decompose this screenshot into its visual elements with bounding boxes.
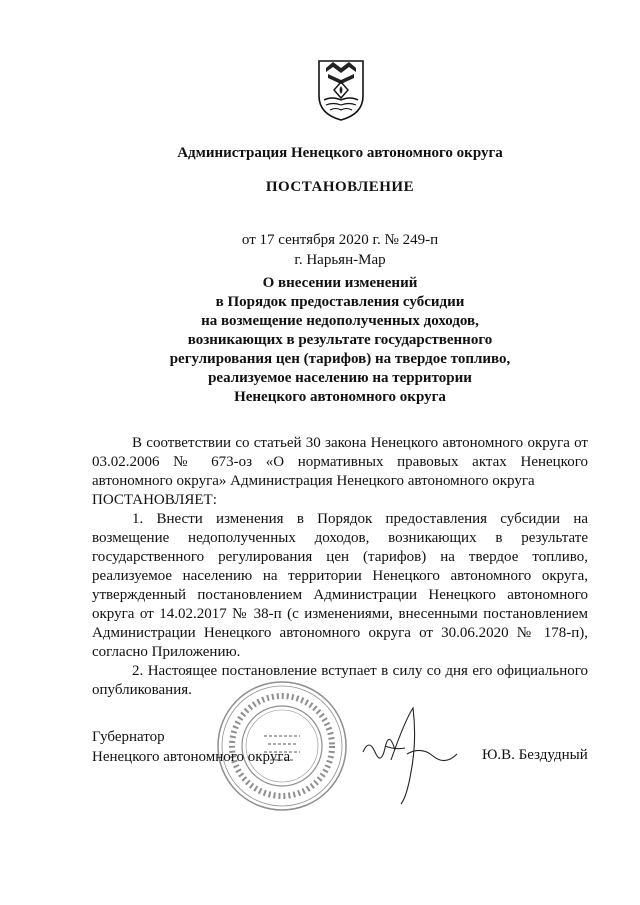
decree-word: ПОСТАНОВЛЯЕТ: [92, 492, 217, 508]
date-number-block [0, 230, 640, 270]
title-line: возникающих в результате государственного [187, 332, 493, 348]
title-line: Ненецкого автономного округа [234, 389, 446, 405]
date-number: от 17 сентября 2020 г. № 249-п [241, 232, 439, 248]
signatory-name: Ю.В. Бездудный [482, 747, 588, 763]
document-type: ПОСТАНОВЛЕНИЕ [265, 179, 415, 195]
title-line: регулирования цен (тарифов) на твердое топливо, [169, 351, 511, 367]
document-title [0, 274, 640, 407]
item-2-paragraph: 2. Настоящее постановление вступает в силу со дня его официального опубликования. [92, 663, 588, 698]
coat-of-arms-icon [316, 58, 366, 122]
position-line: Губернатор [92, 729, 165, 745]
preamble-paragraph: В соответствии со статьей 30 закона Ненецкого автономного округа от 03.02.2006 № 673-оз «О нормативных правовых актах Ненецкого автономного округа» Администрация Ненецкого автономного округа [92, 435, 588, 489]
item-1-paragraph: 1. Внести изменения в Порядок предоставления субсидии на возмещение недополученных доходов, возникающих в результате государственного регулирования цен (тарифов) на твердое топливо, реализуемое населению на территории Ненецкого автономного округа, утвержденный постановлением Администрации Ненецкого автономного округа от 14.02.2017 № 38-п (с изменениями, внесенными постановлением Администрации Ненецкого автономного округа от 30.06.2020 № 178-п), согласно Приложению. [92, 511, 588, 660]
city: г. Нарьян-Мар [294, 252, 386, 268]
title-line: на возмещение недополученных доходов, [201, 313, 479, 329]
handwritten-signature-icon [355, 700, 465, 810]
signatory-position [92, 727, 290, 767]
title-line: О внесении изменений [262, 275, 418, 291]
title-line: реализуемое населению на территории [208, 370, 472, 386]
position-line: Ненецкого автономного округа [92, 749, 291, 765]
title-line: в Порядок предоставления субсидии [215, 294, 465, 310]
document-body [92, 434, 588, 700]
organization-name: Администрация Ненецкого автономного округа [177, 145, 503, 161]
